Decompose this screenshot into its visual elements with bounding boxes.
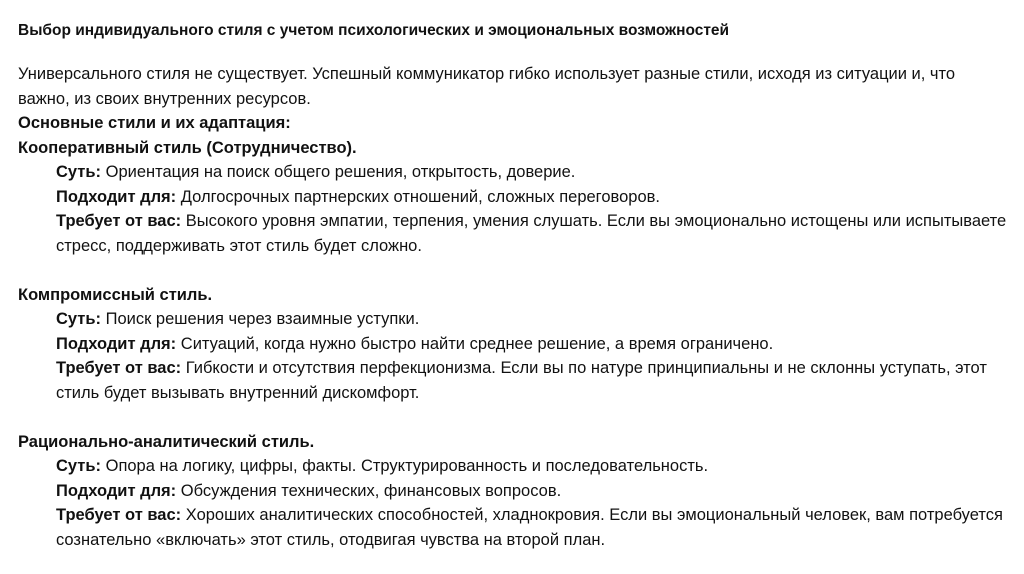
style-requires — [18, 209, 1008, 258]
style-name: Рационально-аналитический стиль. — [18, 432, 315, 451]
essence-text: Опора на логику, цифры, факты. Структурированность и последовательность. — [105, 457, 709, 475]
fits-text: Ситуаций, когда нужно быстро найти среднее решение, а время ограничено. — [180, 334, 774, 353]
fits-label: Подходит для: — [56, 481, 177, 500]
fits-label: Подходит для: — [56, 334, 177, 353]
requires-label: Требует от вас: — [56, 212, 182, 230]
intro-paragraph: Универсального стиля не существует. Успешный коммуникатор гибко использует разные стили, исходя из ситуации и, что важно, из своих внутренних ресурсов. — [18, 65, 956, 108]
style-essence — [18, 454, 1008, 479]
style-section-cooperative — [18, 136, 1008, 259]
style-fits — [18, 479, 1008, 504]
fits-text: Обсуждения технических, финансовых вопросов. — [180, 481, 562, 500]
style-essence — [18, 160, 1008, 185]
spacer — [18, 258, 1008, 283]
style-fits — [18, 185, 1008, 210]
essence-label: Суть: — [56, 457, 102, 475]
style-requires — [18, 503, 1008, 552]
style-section-analytical — [18, 430, 1008, 553]
styles-heading: Основные стили и их адаптация: — [18, 114, 291, 132]
style-requires — [18, 356, 1008, 405]
page-title: Выбор индивидуального стиля с учетом психологических и эмоциональных возможностей — [18, 22, 730, 39]
fits-text: Долгосрочных партнерских отношений, сложных переговоров. — [180, 187, 660, 206]
style-name: Кооперативный стиль (Сотрудничество). — [18, 138, 357, 157]
essence-text: Поиск решения через взаимные уступки. — [105, 310, 420, 328]
spacer — [18, 405, 1008, 430]
essence-label: Суть: — [56, 310, 102, 328]
slide-content — [18, 20, 1008, 552]
requires-label: Требует от вас: — [56, 359, 182, 377]
fits-label: Подходит для: — [56, 187, 177, 206]
style-name: Компромиссный стиль. — [18, 285, 213, 304]
essence-text: Ориентация на поиск общего решения, открытость, доверие. — [105, 163, 576, 181]
style-section-compromise — [18, 283, 1008, 406]
requires-text: Гибкости и отсутствия перфекционизма. Если вы по натуре принципиальны и не склонны уступать, этот стиль будет вызывать внутренний дискомфорт. — [56, 359, 987, 402]
style-essence — [18, 307, 1008, 332]
style-fits — [18, 332, 1008, 357]
requires-text: Хороших аналитических способностей, хладнокровия. Если вы эмоциональный человек, вам потребуется сознательно «включать» этот стиль, отодвигая чувства на второй план. — [56, 506, 1003, 549]
essence-label: Суть: — [56, 163, 102, 181]
requires-text: Высокого уровня эмпатии, терпения, умения слушать. Если вы эмоционально истощены или испытываете стресс, поддерживать этот стиль будет сложно. — [56, 212, 1007, 255]
requires-label: Требует от вас: — [56, 506, 182, 524]
